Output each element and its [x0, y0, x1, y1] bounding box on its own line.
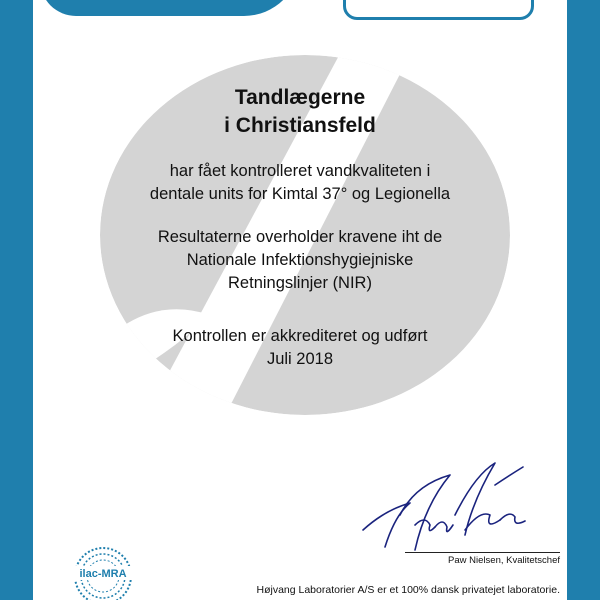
- ilac-mra-logo: [62, 540, 144, 600]
- signer-name: Paw Nielsen, Kvalitetschef: [448, 555, 560, 566]
- svg-text:ilac-MRA: ilac-MRA: [79, 568, 127, 580]
- signature-line: [405, 552, 560, 553]
- top-wave-decoration: [40, 0, 300, 16]
- result-line3: Retningslinjer (NIR): [228, 274, 372, 292]
- result-line2: Nationale Infektionshygiejniske: [186, 251, 414, 269]
- handwritten-signature: [355, 455, 530, 560]
- certificate-body: [60, 84, 540, 371]
- right-border-band: [567, 0, 600, 600]
- result-line1: Resultaterne overholder kravene iht de: [157, 228, 443, 246]
- statement-line2: dentale units for Kimtal 37° og Legionella: [149, 185, 451, 203]
- recipient-name-line1: Tandlægerne: [234, 86, 366, 109]
- top-rounded-box: [343, 0, 534, 20]
- accreditation-line1: Kontrollen er akkrediteret og udført: [172, 327, 428, 345]
- recipient-name-line2: i Christiansfeld: [224, 114, 376, 137]
- footer-text: Højvang Laboratorier A/S er et 100% dansk privatejet laboratorie.: [256, 584, 560, 596]
- left-border-band: [0, 0, 33, 600]
- accreditation-date: Juli 2018: [266, 350, 334, 368]
- statement-line1: har fået kontrolleret vandkvaliteten i: [169, 162, 431, 180]
